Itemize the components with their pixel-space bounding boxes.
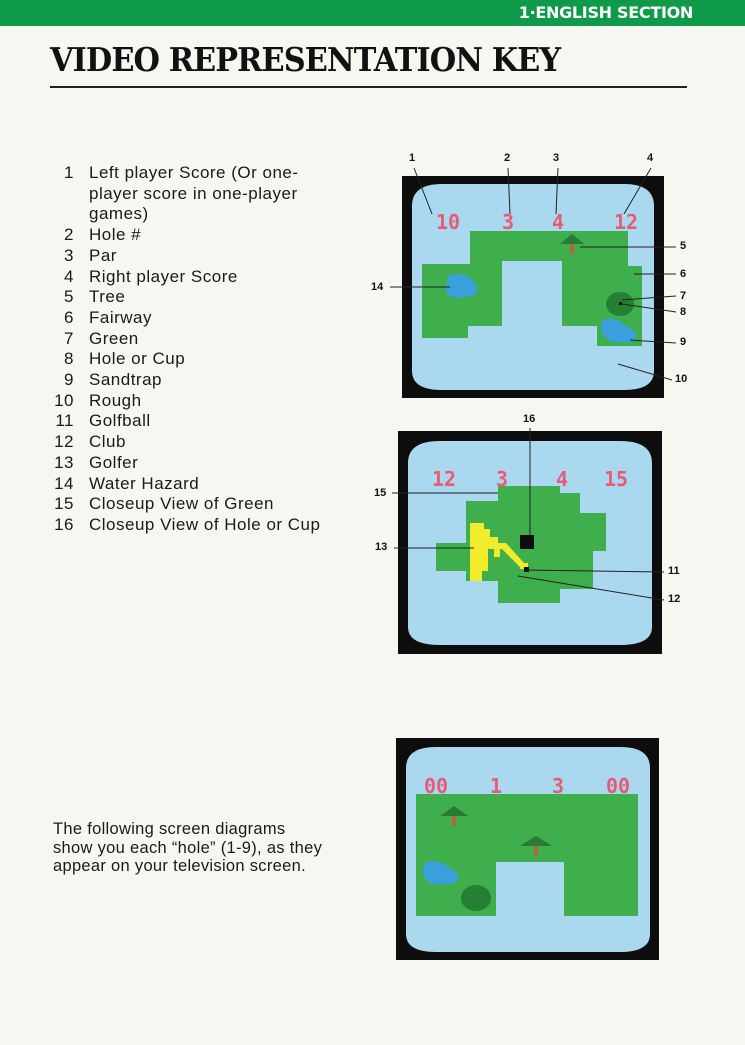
left-score: 10 [435, 210, 461, 234]
title-divider [50, 86, 687, 88]
key-text: Club [89, 432, 126, 452]
header-bar [0, 0, 745, 26]
key-text: Golfer [89, 452, 139, 472]
callout-15: 15 [374, 487, 387, 499]
key-item-15 [52, 494, 332, 515]
key-text: Water Hazard [89, 473, 200, 493]
key-number: 2 [64, 225, 74, 245]
closeup-green-diagram [398, 431, 662, 654]
callout-2: 2 [504, 152, 511, 164]
callout-11: 11 [668, 565, 680, 577]
key-text: Right player Score [89, 266, 238, 286]
screen-closeup-green [398, 431, 662, 654]
key-number: 7 [64, 328, 74, 348]
callout-7: 7 [680, 290, 687, 302]
key-list [52, 163, 332, 536]
key-item-2 [52, 225, 332, 246]
par-number: 4 [555, 467, 569, 491]
callout-14: 14 [371, 281, 384, 293]
key-text: Green [89, 328, 139, 348]
key-number: 14 [54, 473, 74, 493]
key-number: 13 [54, 452, 74, 472]
key-number: 9 [64, 370, 74, 390]
key-text: Par [89, 245, 117, 265]
key-item-6 [52, 308, 332, 329]
key-text: Sandtrap [89, 370, 162, 390]
key-text: Closeup View of Green [89, 494, 275, 514]
key-item-14 [52, 474, 332, 495]
callout-10: 10 [675, 373, 688, 385]
right-score: 00 [605, 774, 631, 798]
section-label: 1·ENGLISH SECTION [518, 3, 693, 22]
course-overview-diagram [402, 176, 664, 398]
key-item-3 [52, 246, 332, 267]
key-number: 1 [64, 163, 74, 182]
callout-1: 1 [409, 152, 416, 164]
hole-1-diagram [396, 738, 659, 960]
key-number: 16 [54, 514, 74, 534]
par-number: 3 [551, 774, 565, 798]
callout-12: 12 [668, 593, 681, 605]
hole-number: 3 [501, 210, 515, 234]
callout-3: 3 [553, 152, 560, 164]
key-number: 15 [54, 494, 74, 514]
screen-hole-1 [396, 738, 659, 960]
key-item-11 [52, 411, 332, 432]
key-item-12 [52, 432, 332, 453]
key-item-8 [52, 349, 332, 370]
key-text: Fairway [89, 307, 153, 327]
key-item-7 [52, 329, 332, 350]
right-score: 12 [613, 210, 639, 234]
key-item-5 [52, 287, 332, 308]
key-item-1 [52, 163, 332, 225]
key-item-10 [52, 391, 332, 412]
hole-number: 1 [489, 774, 503, 798]
key-item-13 [52, 453, 332, 474]
left-score: 12 [431, 467, 457, 491]
key-number: 11 [55, 411, 74, 431]
screen-course-overview [402, 176, 664, 398]
key-number: 8 [64, 349, 74, 369]
callout-5: 5 [680, 240, 687, 252]
key-number: 3 [64, 245, 74, 265]
key-number: 5 [64, 287, 74, 307]
callout-4: 4 [647, 152, 654, 164]
intro-text: The following screen diagrams show you each “hole” (1-9), as they appear on your television screen. [53, 820, 323, 875]
hole-number: 3 [495, 467, 509, 491]
key-text: Rough [89, 390, 142, 410]
key-number: 6 [64, 307, 74, 327]
page-title: VIDEO REPRESENTATION KEY [50, 40, 561, 79]
key-item-4 [52, 267, 332, 288]
key-item-9 [52, 370, 332, 391]
callout-9: 9 [680, 336, 687, 348]
key-text: Hole # [89, 225, 142, 245]
callout-8: 8 [680, 306, 687, 318]
key-text: Tree [89, 287, 126, 307]
par-number: 4 [551, 210, 565, 234]
callout-6: 6 [680, 268, 687, 280]
callout-16: 16 [523, 413, 536, 425]
key-text: Left player Score (Or one-player score in one-player games) [89, 163, 299, 224]
right-score: 15 [603, 467, 629, 491]
key-number: 12 [54, 432, 74, 452]
callout-13: 13 [375, 541, 388, 553]
left-score: 00 [423, 774, 449, 798]
key-item-16 [52, 515, 332, 536]
key-text: Golfball [89, 411, 151, 431]
key-number: 4 [64, 266, 74, 286]
key-number: 10 [54, 390, 74, 410]
key-text: Hole or Cup [89, 349, 186, 369]
key-text: Closeup View of Hole or Cup [89, 514, 321, 534]
